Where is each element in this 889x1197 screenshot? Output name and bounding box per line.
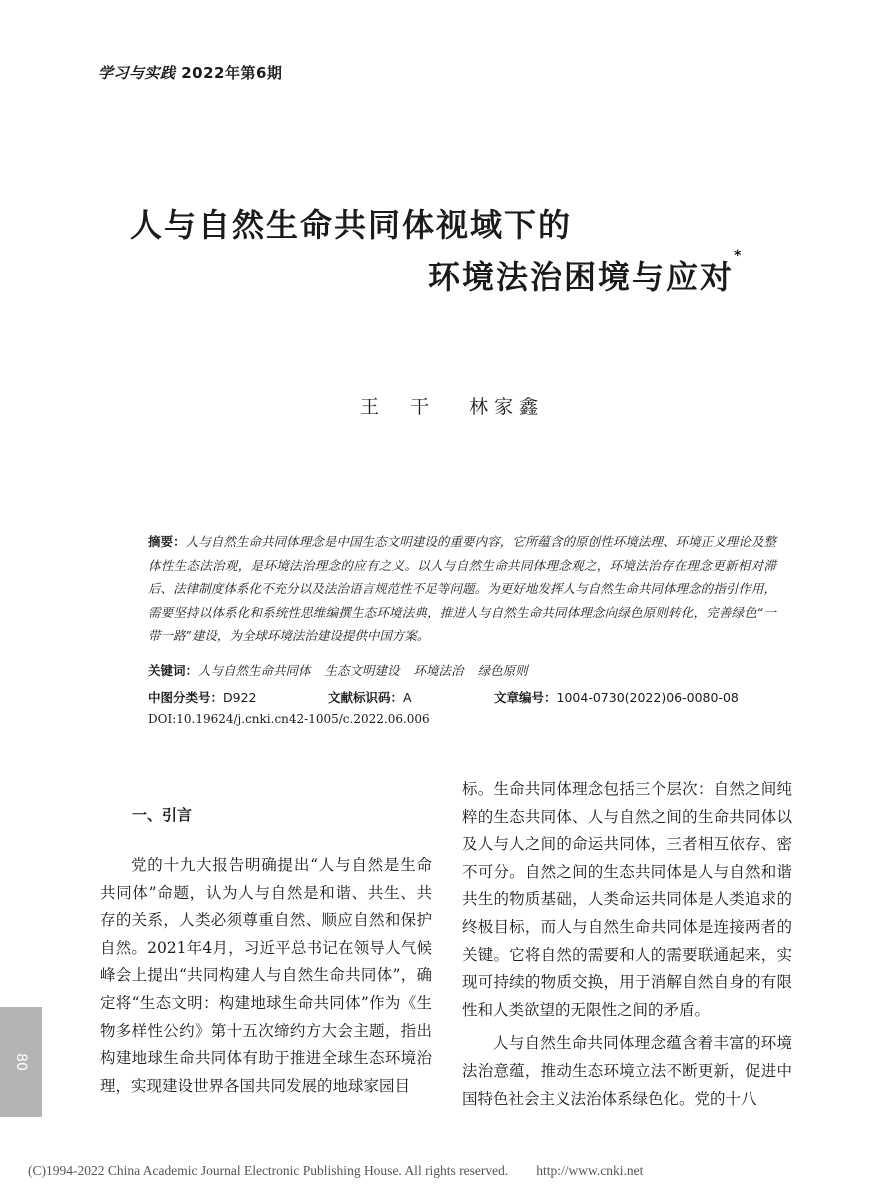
abstract <box>148 530 776 648</box>
keyword-item: 生态文明建设 <box>324 663 400 678</box>
article-number <box>494 688 739 706</box>
keyword-item: 绿色原则 <box>477 663 528 678</box>
doc-label: 文献标识码： <box>328 690 404 705</box>
author-1: 王 干 <box>360 396 436 418</box>
keyword-item: 环境法治 <box>413 663 464 678</box>
body-column-left <box>100 852 432 1100</box>
keywords <box>148 661 542 679</box>
abstract-text: 人与自然生命共同体理念是中国生态文明建设的重要内容，它所蕴含的原创性环境法理、环境正义理论及整体性生态法治观，是环境法治理念的应有之义。以人与自然生命共同体理念观之，环境法治存在理念更新相对滞后、法律制度体系化不充分以及法治语言规范性不足等问题。为更好地发挥人与自然生命共同体理念的指引作用，需要坚持以体系化和系统性思维编撰生态环境法典，推进人与自然生命共同体理念向绿色原则转化，完善绿色“一带一路”建设，为全球环境法治建设提供中国方案。 <box>148 534 776 643</box>
body-paragraph: 人与自然生命共同体理念蕴含着丰富的环境法治意蕴，推动生态环境立法不断更新，促进中国特色社会主义法治体系绿色化。党的十八 <box>462 1034 792 1108</box>
copyright-text: (C)1994-2022 China Academic Journal Electronic Publishing House. All rights reserved. <box>28 1163 509 1178</box>
doi: DOI:10.19624/j.cnki.cn42-1005/c.2022.06.006 <box>148 712 430 726</box>
journal-name: 学习与实践 <box>98 64 176 82</box>
page-number-text: 80 <box>12 1053 29 1071</box>
clc-value: D922 <box>223 690 257 705</box>
body-paragraph: 标。生命共同体理念包括三个层次：自然之间纯粹的生态共同体、人与自然之间的生命共同体以及人与人之间的命运共同体，三者相互依存、密不可分。自然之间的生态共同体是人与自然和谐共生的物质基础，人类命运共同体是人类追求的终极目标，而人与自然生命共同体是连接两者的关键。它将自然的需要和人的需要联通起来，实现可持续的物质交换，用于消解自然自身的有限性和人类欲望的无限性之间的矛盾。 <box>462 780 792 1019</box>
title-footnote-mark: * <box>734 248 744 264</box>
doc-value: A <box>403 690 412 705</box>
clc-number <box>148 688 257 706</box>
page-number <box>0 1007 42 1117</box>
journal-header <box>98 62 282 83</box>
cnki-link[interactable]: http://www.cnki.net <box>536 1163 644 1178</box>
body-column-right <box>462 776 792 1113</box>
body-paragraph: 党的十九大报告明确提出“人与自然是生命共同体”命题，认为人与自然是和谐、共生、共存的关系，人类必须尊重自然、顺应自然和保护自然。2021年4月，习近平总书记在领导人气候峰会上提出“共同构建人与自然生命共同体”，确定将“生态文明：构建地球生命共同体”作为《生物多样性公约》第十五次缔约方大会主题，指出构建地球生命共同体有助于推进全球生态环境治理，实现建设世界各国共同发展的地球家园目 <box>100 856 432 1095</box>
journal-issue: 2022年第6期 <box>181 64 283 82</box>
article-label: 文章编号： <box>494 690 557 705</box>
article-title-line1: 人与自然生命共同体视域下的 <box>130 206 573 244</box>
document-code <box>328 688 412 706</box>
section-heading: 一、引言 <box>132 806 193 824</box>
author-2: 林家鑫 <box>469 396 545 418</box>
abstract-label: 摘要： <box>148 534 186 549</box>
author-list <box>360 392 544 419</box>
article-title-line2-text: 环境法治困境与应对 <box>428 258 735 296</box>
keyword-item: 人与自然生命共同体 <box>198 663 311 678</box>
article-title-line2 <box>428 248 744 298</box>
article-value: 1004-0730(2022)06-0080-08 <box>556 690 739 705</box>
clc-label: 中图分类号： <box>148 690 224 705</box>
keywords-label: 关键词： <box>148 663 199 678</box>
copyright-footer <box>28 1163 643 1179</box>
